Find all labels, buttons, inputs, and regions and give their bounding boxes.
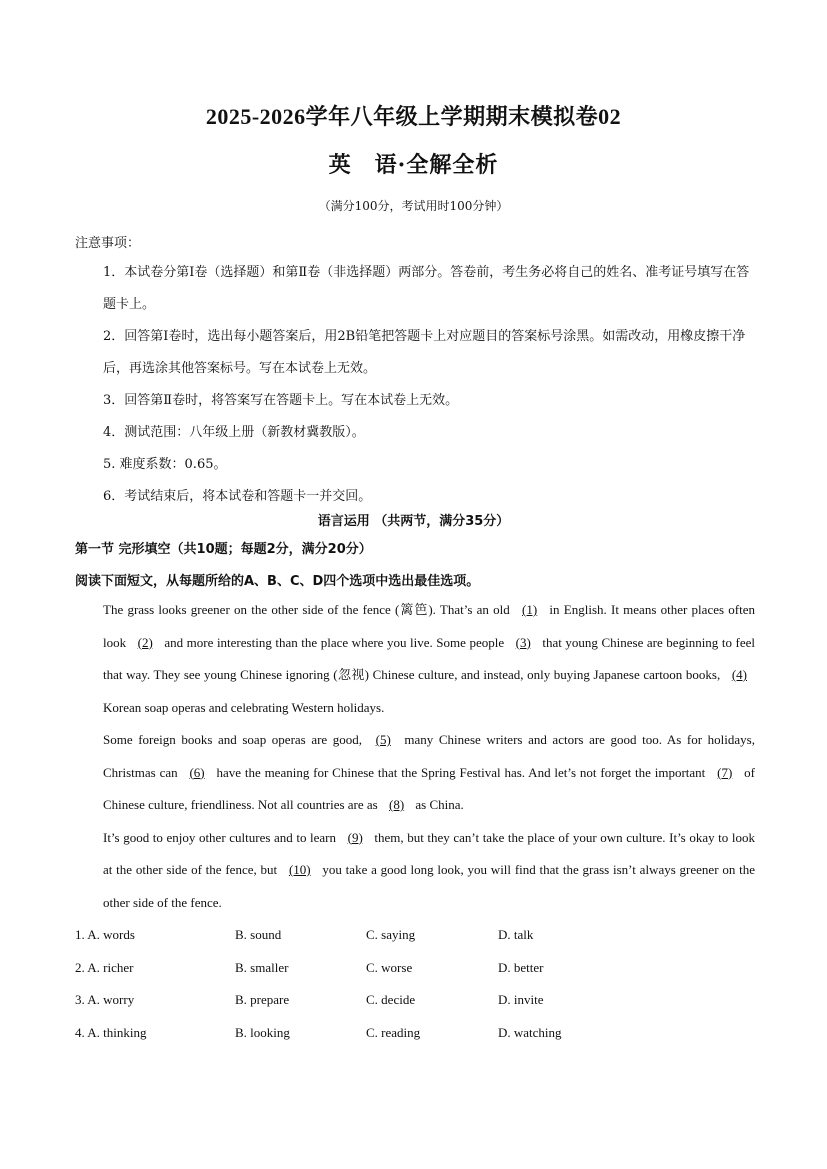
page-title: 2025-2026学年八年级上学期期末模拟卷02 bbox=[205, 104, 622, 129]
blank-7: (7) bbox=[717, 764, 733, 780]
option-b: B. sound bbox=[235, 927, 282, 942]
option-d: D. talk bbox=[498, 927, 534, 942]
part-title: 语言运用 （共两节，满分35分） bbox=[317, 514, 510, 529]
notice-heading: 注意事项： bbox=[75, 236, 141, 251]
blank-1: (1) bbox=[522, 602, 538, 617]
blank-3: (3) bbox=[515, 634, 531, 650]
passage-text: It’s good to enjoy other cultures and to learn bbox=[103, 829, 340, 845]
option-d: D. better bbox=[498, 960, 544, 975]
passage-paragraph-1 bbox=[75, 594, 755, 724]
option-a: 1. A. words bbox=[75, 927, 135, 942]
option-d: D. watching bbox=[498, 1025, 562, 1040]
option-b: B. prepare bbox=[235, 992, 290, 1007]
blank-4: (4) bbox=[731, 667, 747, 682]
passage-text: The grass looks greener on the other side of the fence (篱笆). That’s an old bbox=[103, 602, 515, 617]
option-c: C. reading bbox=[366, 1025, 421, 1040]
notice-list bbox=[75, 257, 755, 513]
option-c: C. saying bbox=[366, 927, 416, 942]
notice-item: 5. 难度系数：0.65。 bbox=[103, 457, 227, 472]
blank-5: (5) bbox=[375, 732, 391, 747]
passage-paragraph-2 bbox=[75, 724, 755, 822]
passage-text: as China. bbox=[412, 797, 464, 812]
passage-text: Some foreign books and soap operas are good, bbox=[103, 732, 368, 747]
option-b: B. looking bbox=[235, 1025, 290, 1040]
blank-8: (8) bbox=[388, 797, 405, 812]
passage-text: and more interesting than the place where you live. Some people bbox=[160, 634, 508, 650]
option-a: 3. A. worry bbox=[75, 992, 135, 1007]
blank-10: (10) bbox=[288, 862, 311, 877]
instruction: 阅读下面短文，从每题所给的A、B、C、D四个选项中选出最佳选项。 bbox=[75, 574, 480, 589]
passage-text: many Chinese writers and actors are good too. As for holidays, Christmas can bbox=[103, 732, 755, 780]
page-subtitle: 英 语·全解全析 bbox=[328, 152, 499, 178]
passage-text: that young Chinese are beginning to feel that way. They see young Chinese ignoring (忽视) Chinese culture, and instead, only buying Japanese cartoon books, bbox=[103, 634, 755, 682]
exam-meta: （满分100分，考试用时100分钟） bbox=[318, 199, 509, 213]
passage-text: you take a good long look, you will find that the grass isn’t always greener on the other side of the fence. bbox=[103, 862, 755, 910]
option-d: D. invite bbox=[498, 992, 544, 1007]
passage-text: in English. It means other places often look bbox=[103, 602, 755, 650]
passage-paragraph-3 bbox=[75, 822, 755, 920]
section1-title: 第一节 完形填空（共10题；每题2分，满分20分） bbox=[75, 542, 372, 557]
notice-item: 6．考试结束后，将本试卷和答题卡一并交回。 bbox=[103, 489, 372, 504]
option-c: C. decide bbox=[366, 992, 416, 1007]
option-c: C. worse bbox=[366, 960, 413, 975]
notice-item: 4．测试范围：八年级上册（新教材冀教版）。 bbox=[103, 425, 365, 440]
option-b: B. smaller bbox=[235, 960, 289, 975]
notice-item: 2．回答第Ⅰ卷时，选出每小题答案后，用2B铅笔把答题卡上对应题目的答案标号涂黑。如需改动，用橡皮擦干净后，再选涂其他答案标号。写在本试卷上无效。 bbox=[103, 329, 746, 376]
option-a: 4. A. thinking bbox=[75, 1025, 147, 1040]
notice-item: 1．本试卷分第Ⅰ卷（选择题）和第Ⅱ卷（非选择题）两部分。答卷前，考生务必将自己的姓名、准考证号填写在答题卡上。 bbox=[103, 265, 750, 312]
option-a: 2. A. richer bbox=[75, 960, 134, 975]
blank-6: (6) bbox=[189, 764, 205, 780]
blank-2: (2) bbox=[137, 634, 153, 650]
passage-text: of Chinese culture, friendliness. Not all countries are as bbox=[103, 764, 755, 812]
notice-item: 3．回答第Ⅱ卷时，将答案写在答题卡上。写在本试卷上无效。 bbox=[103, 393, 459, 408]
passage-text: have the meaning for Chinese that the Spring Festival has. And let’s not forget the important bbox=[212, 764, 710, 780]
blank-9: (9) bbox=[347, 829, 363, 845]
passage-text: them, but they can’t take the place of your own culture. It’s okay to look at the other side of the fence, but bbox=[103, 829, 755, 877]
passage-text: Korean soap operas and celebrating Western holidays. bbox=[103, 699, 385, 715]
cloze-passage bbox=[75, 594, 755, 919]
